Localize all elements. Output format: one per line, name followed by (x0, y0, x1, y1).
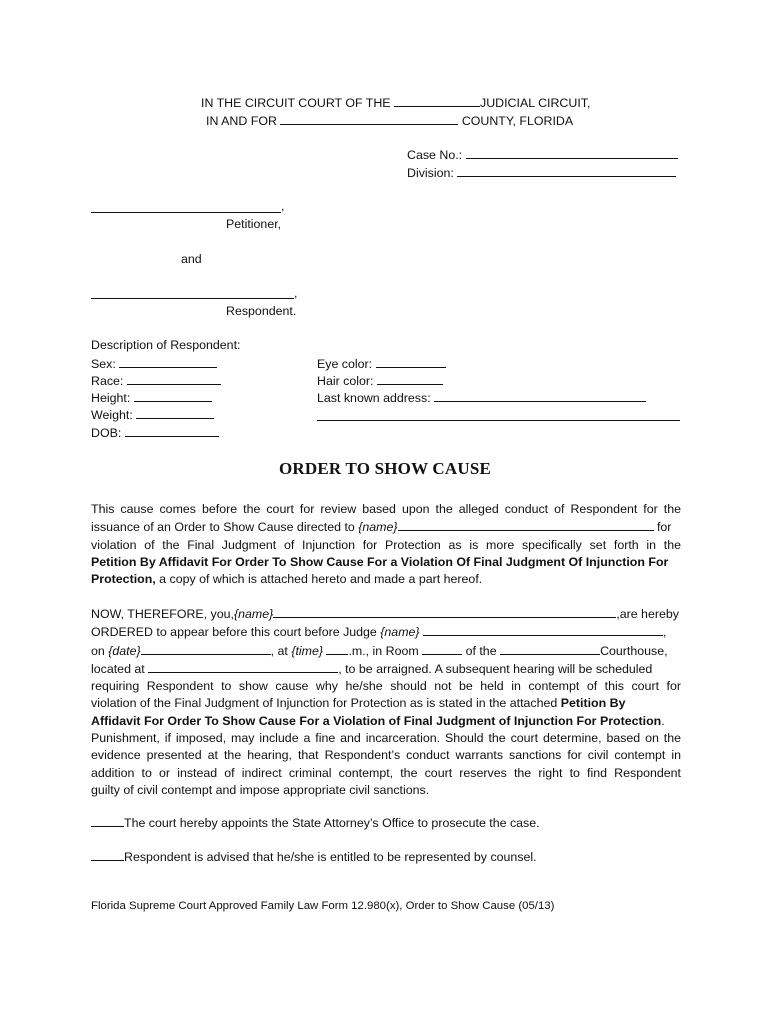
time-field[interactable] (326, 642, 348, 655)
counsel-option: Respondent is advised that he/she is entitled to be represented by counsel. (91, 848, 537, 866)
page-title: ORDER TO SHOW CAUSE (278, 459, 492, 478)
petitioner-comma: , (281, 199, 285, 213)
height-row: Height: (91, 389, 212, 407)
circuit-blank[interactable] (394, 94, 480, 107)
sex-row: Sex: (91, 355, 217, 373)
name-placeholder: {name} (358, 520, 398, 535)
name-field-1[interactable] (398, 518, 654, 531)
sex-field[interactable] (119, 355, 217, 368)
courthouse-field[interactable] (500, 642, 600, 655)
state-attorney-check-blank[interactable] (91, 814, 124, 827)
division-row: Division: (407, 164, 676, 182)
dob-field[interactable] (125, 424, 219, 437)
judge-field[interactable] (423, 623, 663, 636)
case-no-row: Case No.: (407, 146, 678, 164)
weight-row: Weight: (91, 406, 214, 424)
race-field[interactable] (127, 372, 221, 385)
race-row: Race: (91, 372, 221, 390)
height-field[interactable] (134, 389, 212, 402)
hair-color-field[interactable] (377, 372, 443, 385)
state-attorney-option: The court hereby appoints the State Attorney’s Office to prosecute the case. (91, 814, 540, 832)
case-no-field[interactable] (466, 146, 678, 159)
weight-field[interactable] (136, 406, 214, 419)
address-row: Last known address: (317, 389, 646, 407)
petitioner-label: Petitioner, (226, 217, 282, 231)
location-field[interactable] (148, 660, 338, 673)
room-field[interactable] (422, 642, 462, 655)
respondent-comma: , (294, 286, 298, 300)
date-field[interactable] (141, 642, 271, 655)
hair-color-row: Hair color: (317, 372, 443, 390)
dob-row: DOB: (91, 424, 219, 442)
counsel-check-blank[interactable] (91, 848, 124, 861)
division-field[interactable] (457, 164, 676, 177)
and-text: and (181, 252, 202, 266)
respondent-label: Respondent. (226, 304, 297, 318)
description-heading: Description of Respondent: (91, 338, 241, 352)
respondent-name-field[interactable] (91, 298, 294, 299)
petitioner-name-field[interactable] (91, 212, 281, 213)
eye-color-field[interactable] (376, 355, 446, 368)
paragraph-1: This cause comes before the court for review based upon the alleged conduct of Respondent for the issuance of an Order to Show Cause directed to {name} for violation of the Final Judgment of Injunction for Protection as is more specifically set forth in the Petition By Affidavit For Order To Show Cause For a Violation Of Final Judgment Of Injunction For Protection, a copy of which is attached hereto and made a part hereof. (91, 502, 681, 587)
court-line: IN THE CIRCUIT COURT OF THE JUDICIAL CIRCUIT, (201, 96, 591, 110)
address-field[interactable] (434, 389, 646, 402)
name-field-2[interactable] (273, 605, 616, 618)
county-line: IN AND FOR COUNTY, FLORIDA (206, 114, 574, 128)
address-field-line-2[interactable] (317, 420, 680, 421)
eye-color-row: Eye color: (317, 355, 446, 373)
form-footer: Florida Supreme Court Approved Family Law Form 12.980(x), Order to Show Cause (05/13) (91, 900, 555, 912)
paragraph-2: NOW, THEREFORE, you,{name} ,are hereby ORDERED to appear before this court before Judge {name} , on {date} , at {time} .m., in Room of the Courthouse, located at , to be arraigned. A subsequent hearing will be scheduled requiring Respondent to show cause why he/she should not be held in contempt of this court for violation of the Final Judgment of Injunction for Protection as is stated in the attached Petition By Affidavit For Order To Show Cause For a Violation of Final Judgment of Injunction For Protection. Punishment, if imposed, may include a fine and incarceration. Should the court determine, based on the evidence presented at the hearing, that Respondent’s conduct warrants sanctions for civil contempt in addition to or instead of indirect criminal contempt, the court reserves the right to find Respondent guilty of civil contempt and impose appropriate civil sanctions. (91, 607, 681, 797)
county-blank[interactable] (280, 112, 458, 125)
